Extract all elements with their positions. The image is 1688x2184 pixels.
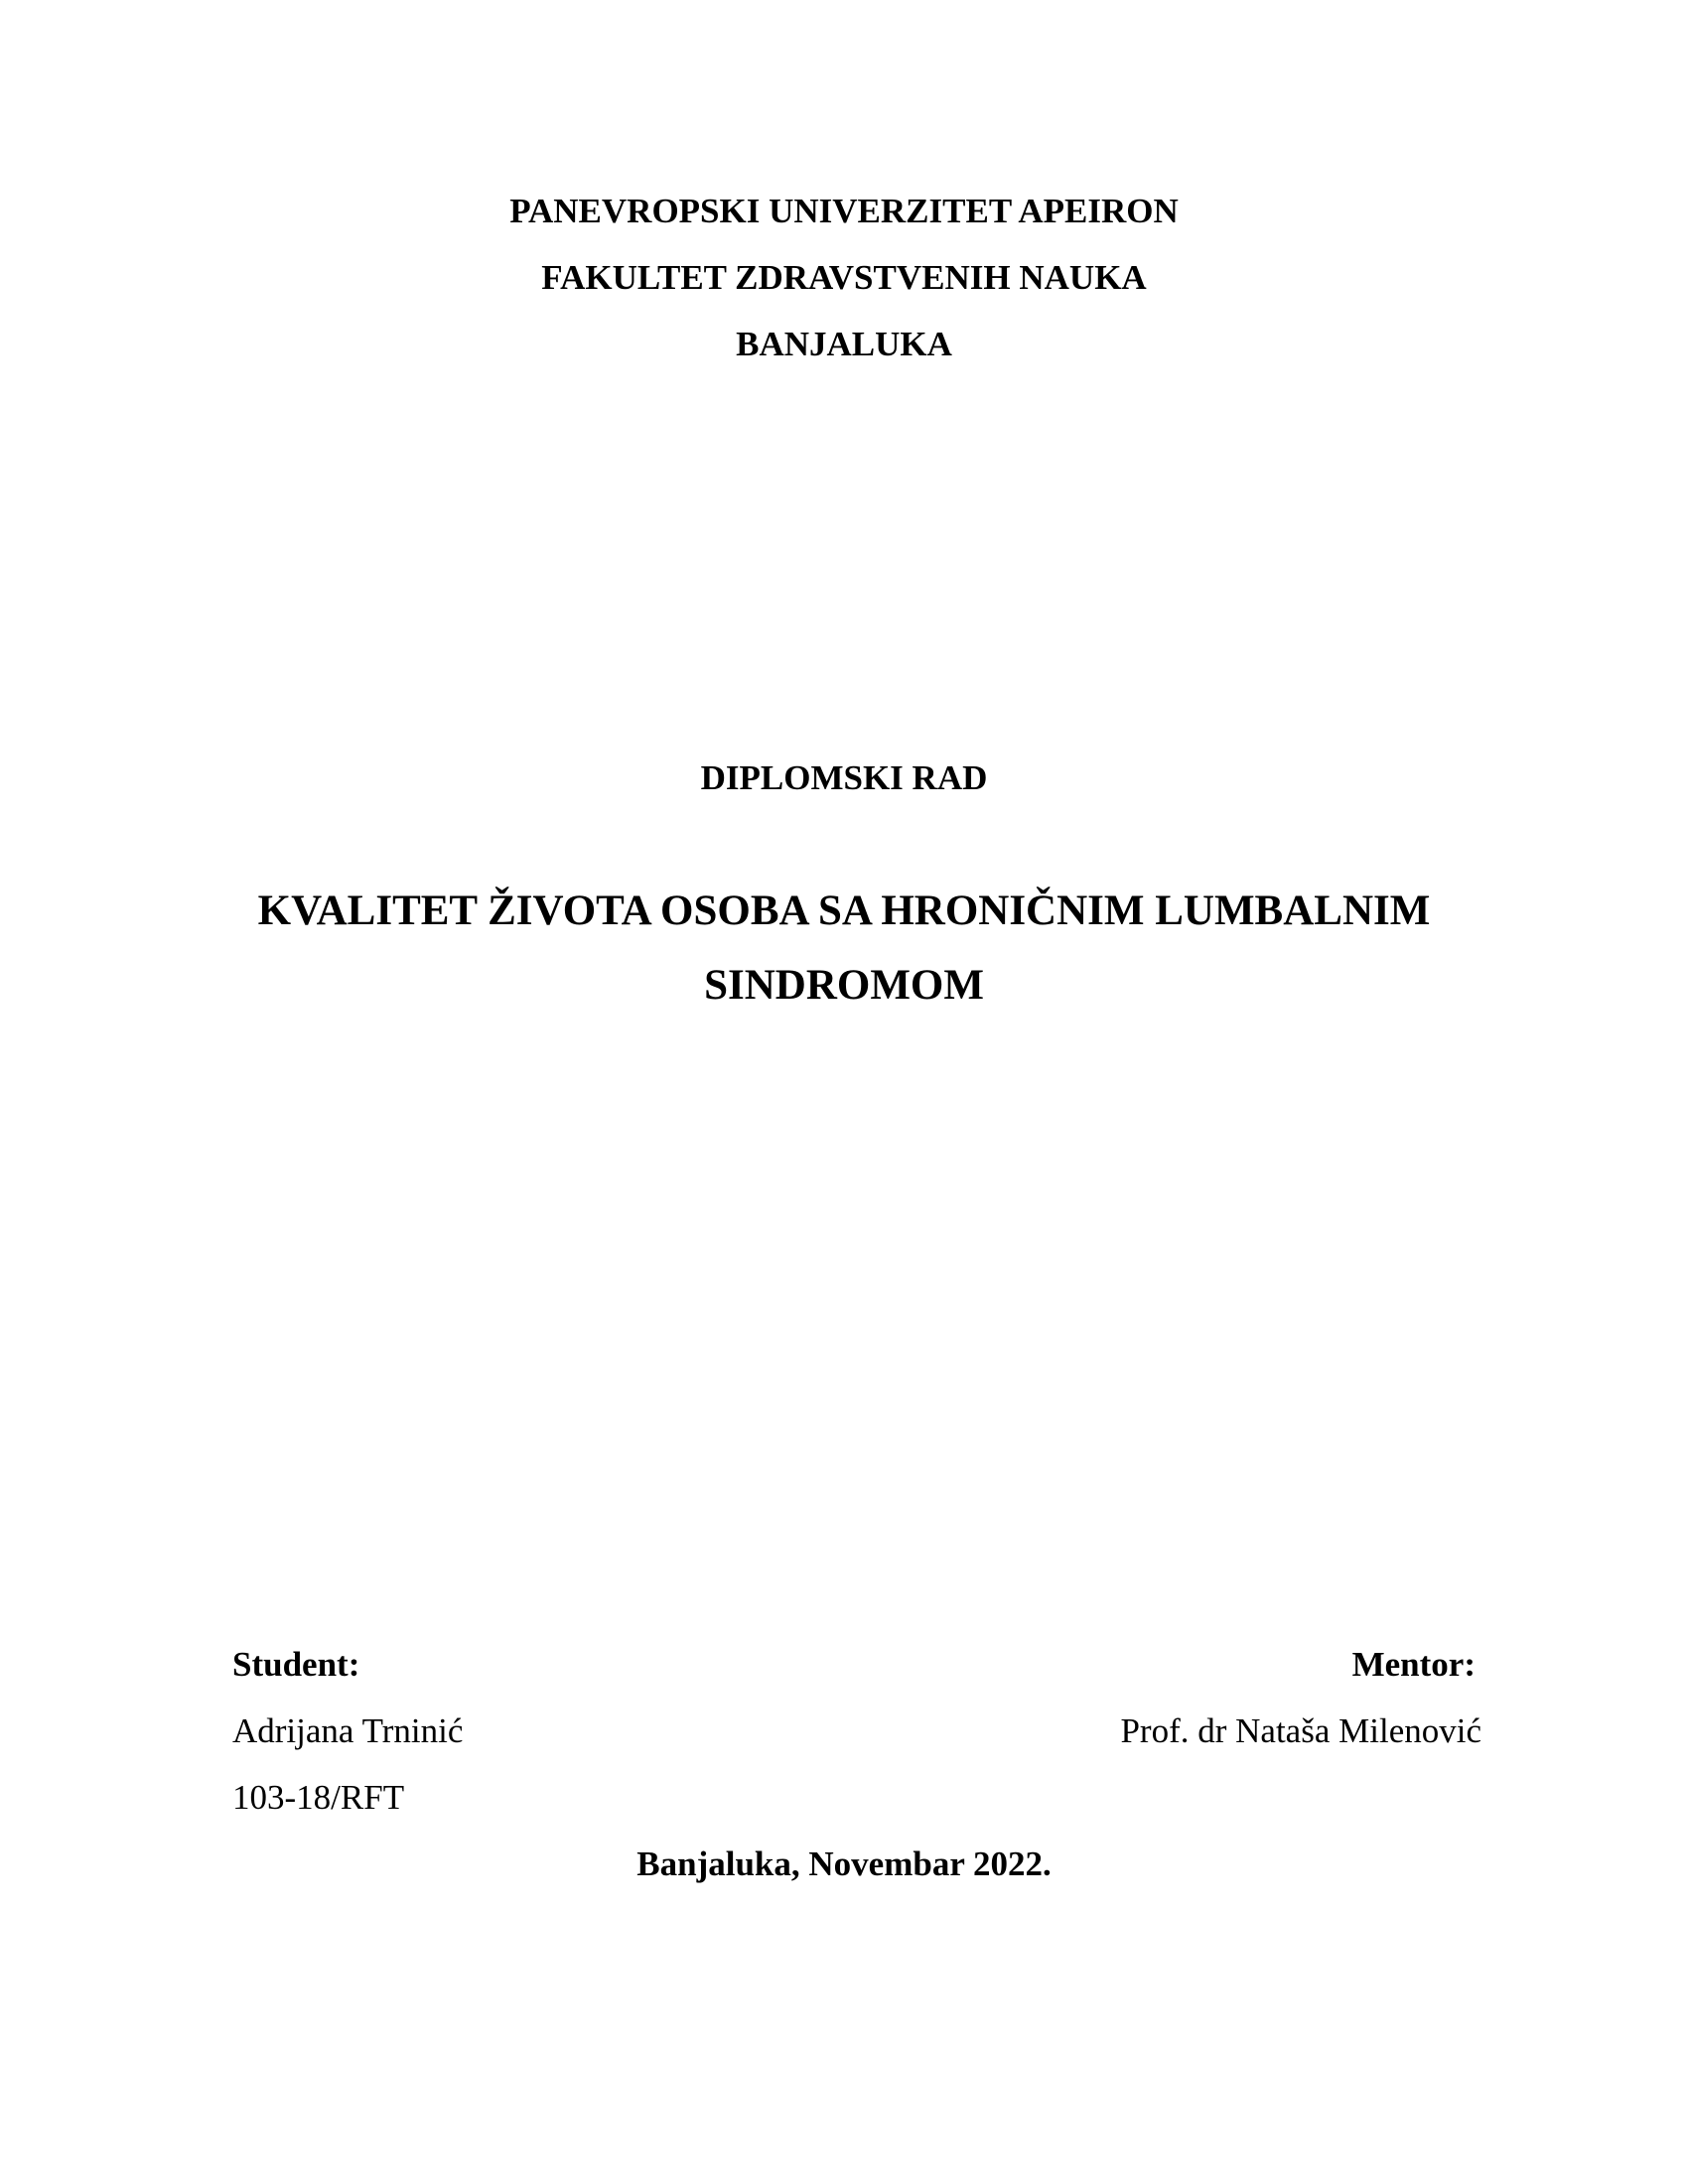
mentor-name: Prof. dr Nataša Milenović	[1120, 1711, 1481, 1750]
student-name: Adrijana Trninić	[232, 1711, 464, 1750]
faculty-name: FAKULTET ZDRAVSTVENIH NAUKA	[541, 258, 1147, 297]
city-name: BANJALUKA	[736, 325, 952, 363]
university-name: PANEVROPSKI UNIVERZITET APEIRON	[509, 192, 1179, 230]
mentor-label: Mentor:	[1351, 1645, 1476, 1684]
thesis-title-line-2: SINDROMOM	[704, 962, 984, 1009]
student-index: 103-18/RFT	[232, 1778, 405, 1817]
thesis-title-line-1: KVALITET ŽIVOTA OSOBA SA HRONIČNIM LUMBALNIM	[257, 887, 1431, 934]
student-label: Student:	[232, 1645, 360, 1684]
place-date: Banjaluka, Novembar 2022.	[636, 1844, 1052, 1883]
document-type: DIPLOMSKI RAD	[700, 758, 988, 797]
